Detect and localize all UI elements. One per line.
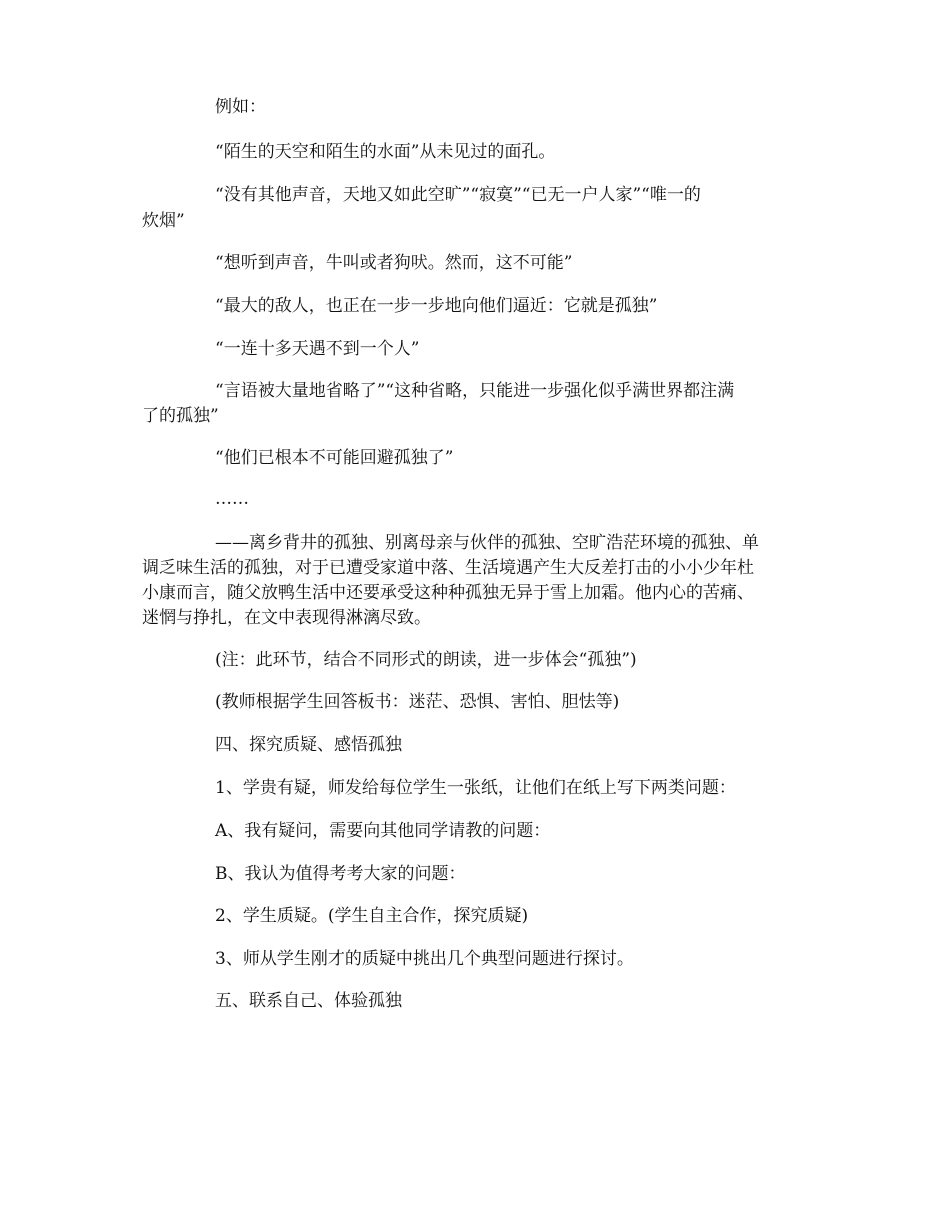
text-line: …… [215,489,249,509]
text-line: 迷惘与挣扎，在文中表现得淋漓尽致。 [142,608,431,628]
text-line: 炊烟” [142,211,185,231]
text-line: “陌生的天空和陌生的水面”从未见过的面孔。 [215,142,556,162]
text-line: A、我有疑问，需要向其他同学请教的问题： [215,821,551,841]
text-line: B、我认为值得考考大家的问题： [215,864,466,884]
text-line: 了的孤独” [142,406,219,426]
text-line: ——离乡背井的孤独、别离母亲与伙伴的孤独、空旷浩茫环境的孤独、单 [215,533,759,553]
text-line: 五、联系自己、体验孤独 [215,991,402,1011]
text-line: 1、学贵有疑，师发给每位学生一张纸，让他们在纸上写下两类问题： [215,778,736,798]
text-line: “他们已根本不可能回避孤独了” [215,448,454,468]
text-line: (教师根据学生回答板书：迷茫、恐惧、害怕、胆怯等) [215,692,620,712]
text-line: 四、探究质疑、感悟孤独 [215,735,402,755]
text-line: 例如： [215,97,266,117]
text-line: “最大的敌人，也正在一步一步地向他们逼近：它就是孤独” [215,296,658,316]
text-line: “想听到声音，牛叫或者狗吠。然而，这不可能” [215,253,573,273]
text-line: “言语被大量地省略了”“这种省略，只能进一步强化似乎满世界都注满 [215,381,735,401]
text-line: “一连十多天遇不到一个人” [215,339,420,359]
text-line: 2、学生质疑。(学生自主合作，探究质疑) [215,906,529,926]
text-line: 调乏味生活的孤独，对于已遭受家道中落、生活境遇产生大反差打击的小小少年杜 [142,558,754,578]
text-line: “没有其他声音，天地又如此空旷”“寂寞”“已无一户人家”“唯一的 [215,185,701,205]
text-line: (注：此环节，结合不同形式的朗读，进一步体会“孤独”) [215,650,637,670]
text-line: 3、师从学生刚才的质疑中挑出几个典型问题进行探讨。 [215,949,634,969]
text-line: 小康而言，随父放鸭生活中还要承受这种种孤独无异于雪上加霜。他内心的苦痛、 [142,583,754,603]
